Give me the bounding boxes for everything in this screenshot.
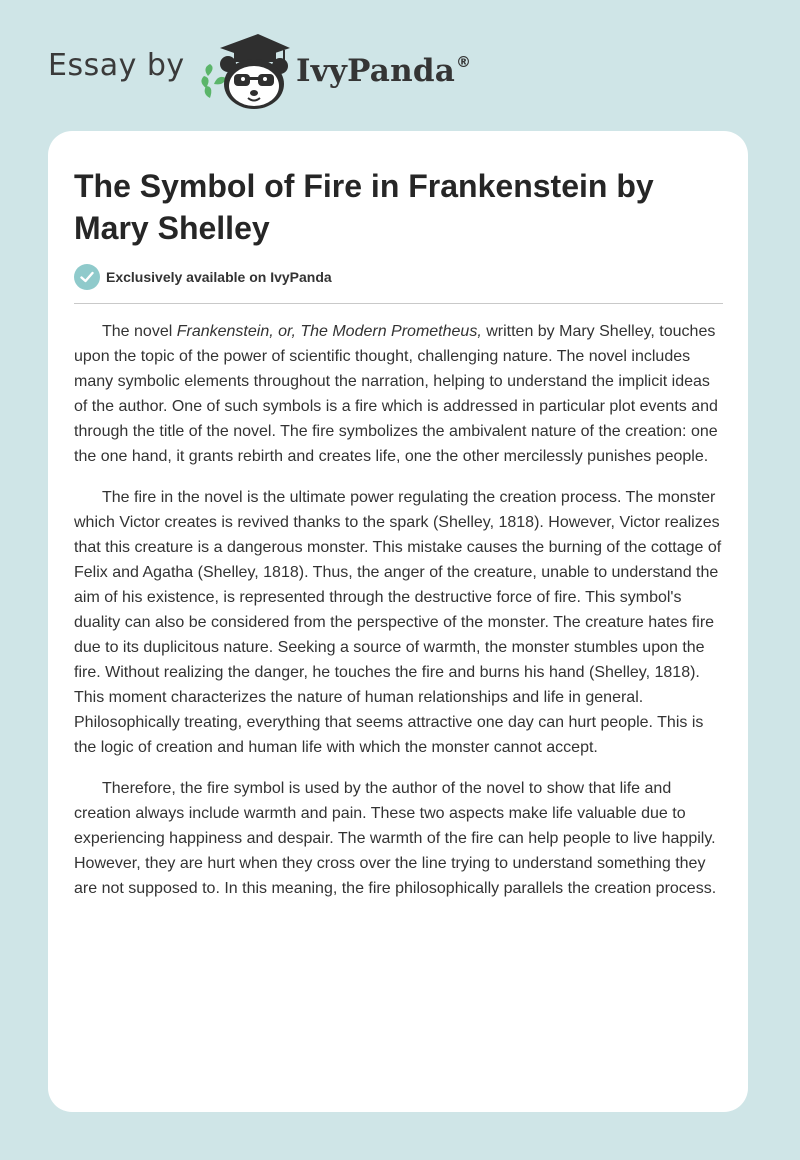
registered-mark: ®: [456, 53, 472, 71]
essay-by-label: Essay by: [48, 48, 185, 83]
paragraph-1-lead: The novel: [102, 323, 177, 340]
paragraph-1-rest: written by Mary Shelley, touches upon the topic of the power of scientific thought, challenging nature. The novel includes many symbolic elements throughout the narration, helping to understand the implicit ideas of the author. One of such symbols is a fire which is addressed in particular plot events and through the title of the novel. The fire symbolizes the ambivalent nature of the creation: one the one hand, it grants rebirth and creates life, one the other mercilessly punishes people.: [74, 323, 718, 465]
essay-card: [48, 131, 748, 1112]
check-circle-icon: [74, 264, 100, 290]
paragraph-1: [74, 319, 724, 469]
panda-graduate-logo-icon[interactable]: [200, 32, 292, 112]
essay-body: [74, 319, 724, 917]
brand-name[interactable]: [296, 53, 471, 89]
paragraph-3: Therefore, the fire symbol is used by the author of the novel to show that life and creation always include warmth and pain. These two aspects make life valuable due to experiencing happiness and despair. The warmth of the fire can help people to live happily. However, they are hurt when they cross over the line trying to understand something they are not supposed to. In this meaning, the fire philosophically parallels the creation process.: [74, 780, 717, 897]
title-divider: [74, 303, 723, 304]
site-header: [48, 28, 548, 114]
exclusive-badge: [74, 263, 332, 291]
paragraph-2: The fire in the novel is the ultimate power regulating the creation process. The monster which Victor creates is revived thanks to the spark (Shelley, 1818). However, Victor realizes that this creature is a dangerous monster. This mistake causes the burning of the cottage of Felix and Agatha (Shelley, 1818). Thus, the anger of the creature, unable to understand the aim of his existence, is represented through the destructive force of fire. This symbol's duality can also be considered from the perspective of the monster. The creature hates fire due to its duplicitous nature. Seeking a source of warmth, the monster stumbles upon the fire. Without realizing the danger, he touches the fire and burns his hand (Shelley, 1818). This moment characterizes the nature of human relationships and life in general. Philosophically treating, everything that seems attractive one day can hurt people. This is the logic of creation and human life with which the monster cannot accept.: [74, 489, 722, 756]
novel-title-italic: Frankenstein, or, The Modern Prometheus,: [176, 323, 482, 340]
brand-text: IvyPanda: [296, 53, 455, 89]
essay-title: The Symbol of Fire in Frankenstein by Mary Shelley: [74, 168, 654, 246]
exclusive-badge-label: Exclusively available on IvyPanda: [106, 269, 332, 285]
